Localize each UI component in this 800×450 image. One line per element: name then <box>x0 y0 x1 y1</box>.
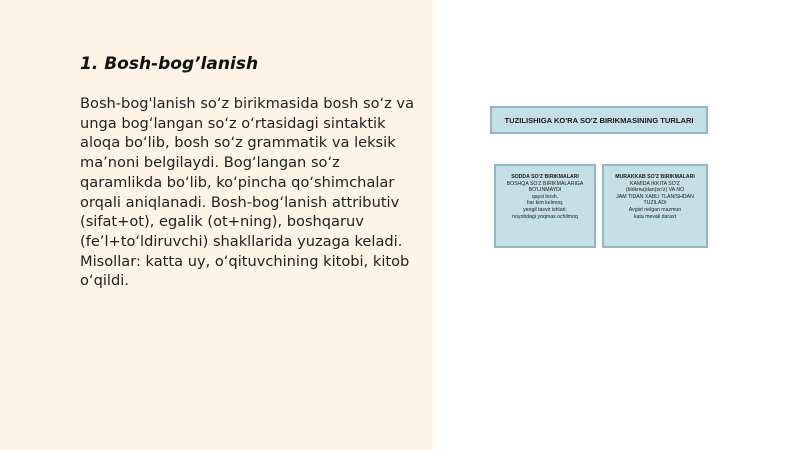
simple-box-line: SODDA SO'Z BIRIKMALARI <box>511 174 579 180</box>
complex-box-line: TUZILADI <box>643 200 667 207</box>
simple-box-line: BOSHQA SO'Z BIRIKMALARIGA <box>506 180 584 187</box>
slide-heading: 1. Bosh-bog’lanish <box>80 54 259 74</box>
simple-box-line: qaysi bosh, <box>531 193 559 200</box>
complex-box-line: kata mevali daraxt <box>633 213 677 220</box>
simple-box-line: har kim kelmoq, <box>526 200 564 207</box>
simple-box-line: yengil tasvir ishlari, <box>523 206 567 213</box>
simple-box-line: BO'LINMAYDI <box>528 187 562 194</box>
simple-box-line: noyobdagi yoqmas ochilmoq <box>512 213 578 220</box>
complex-box-line: Avgist nelgan mazmun <box>628 206 682 213</box>
diagram-title-box: TUZILISHIGA KO'RA SO'Z BIRIKMASINING TURLARI <box>490 106 708 134</box>
complex-box-line: (birikma)dan(so'z) VA NO <box>625 187 685 194</box>
complex-box-line: MURAKKAB SO'Z BIRIKMALARI <box>615 174 695 180</box>
complex-phrase-box <box>602 164 708 248</box>
classification-diagram <box>490 106 712 252</box>
complex-box-line: JAM TIDAN XABLI TLANISHDAN <box>616 193 694 200</box>
simple-phrase-box <box>494 164 596 248</box>
slide-body-text: Bosh-bog'lanish so‘z birikmasida bosh so‘z va unga bog‘langan so‘z o‘rtasidagi sintaktik aloqa bo‘lib, bosh so‘z grammatik va leksik ma’noni belgilaydi. Bog‘langan so‘z qaramlikda bo‘lib, ko‘pincha qo‘shimchalar orqali aniqlanadi. Bosh-bog‘lanish attributiv (sifat+ot), egalik (ot+ning), boshqaruv (fe’l+to‘ldiruvchi) shakllarida yuzaga keladi. Misollar: katta uy, o‘qituvchining kitobi, kitob o‘qildi. <box>80 95 415 290</box>
complex-box-line: KAMIDA IKKITA SO'Z <box>630 180 680 187</box>
